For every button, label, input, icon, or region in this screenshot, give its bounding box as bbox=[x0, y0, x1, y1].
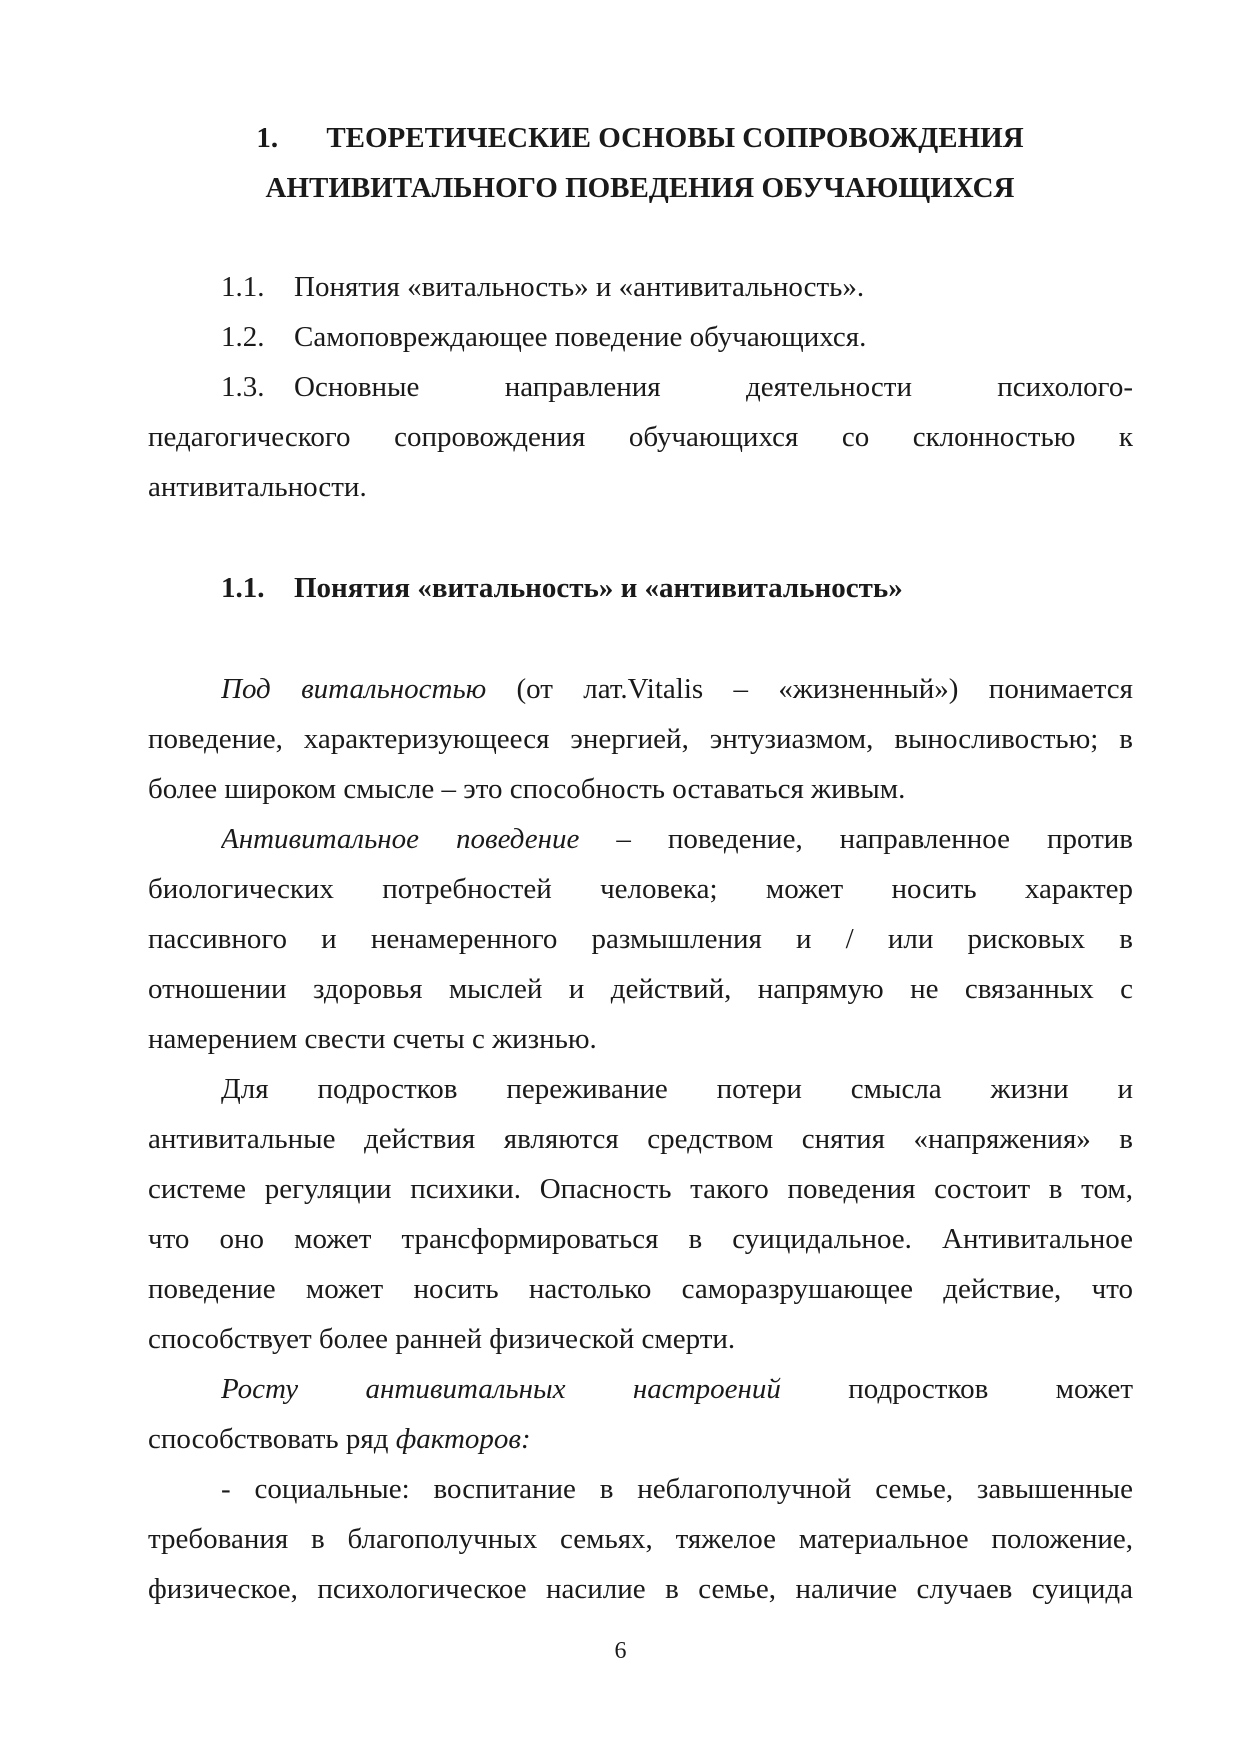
p3-line-5: поведение может носить настолько саморазрушающее действие, что bbox=[148, 1273, 1133, 1305]
p1-line-2: поведение, характеризующееся энергией, энтузиазмом, выносливостью; в bbox=[148, 723, 1133, 755]
toc-item-3-text-1: Основные направления деятельности психолого- bbox=[294, 371, 1133, 403]
toc-item-3-line-3: антивитальности. bbox=[148, 471, 367, 503]
p3-line-6: способствует более ранней физической смерти. bbox=[148, 1323, 736, 1355]
page-number: 6 bbox=[614, 1638, 627, 1664]
p2-line-1-rest: – поведение, направленное против bbox=[616, 823, 1133, 855]
p1-line-1 bbox=[221, 664, 1133, 714]
p3-line-3: системе регуляции психики. Опасность такого поведения состоит в том, bbox=[148, 1173, 1133, 1205]
p5-line-2: требования в благополучных семьях, тяжелое материальное положение, bbox=[148, 1523, 1133, 1555]
p2-line-5: намерением свести счеты с жизнью. bbox=[148, 1023, 597, 1055]
p1-line-3: более широком смысле – это способность оставаться живым. bbox=[148, 773, 906, 805]
toc-item-3-line-2: педагогического сопровождения обучающихся со склонностью к bbox=[148, 421, 1133, 453]
section-title-text: Понятия «витальность» и «антивитальность» bbox=[294, 572, 903, 604]
p2-line-3: пассивного и ненамеренного размышления и / или рисковых в bbox=[148, 923, 1133, 955]
section-number: 1.1. bbox=[221, 572, 265, 604]
chapter-number: 1. bbox=[256, 122, 279, 154]
chapter-title-line-2 bbox=[130, 163, 1150, 213]
toc-item-2-text: Самоповреждающее поведение обучающихся. bbox=[294, 321, 867, 353]
p1-line-1-rest: (от лат.Vitalis – «жизненный») понимается bbox=[516, 673, 1133, 705]
p5-line-1: - социальные: воспитание в неблагополучной семье, завышенные bbox=[221, 1473, 1133, 1505]
p3-line-4: что оно может трансформироваться в суицидальное. Антивитальное bbox=[148, 1223, 1133, 1255]
p4-line-2 bbox=[148, 1414, 531, 1464]
toc-item-1-text: Понятия «витальность» и «антивитальность». bbox=[294, 271, 865, 303]
p4-line-2-italic: факторов: bbox=[395, 1423, 531, 1455]
p1-italic-term: Под витальностью bbox=[221, 673, 487, 705]
p3-line-2: антивитальные действия являются средством снятия «напряжения» в bbox=[148, 1123, 1133, 1155]
p5-line-3: физическое, психологическое насилие в семье, наличие случаев суицида bbox=[148, 1573, 1133, 1605]
toc-item-2-number: 1.2. bbox=[221, 321, 265, 353]
p2-line-2: биологических потребностей человека; может носить характер bbox=[148, 873, 1133, 905]
chapter-title-text-2: АНТИВИТАЛЬНОГО ПОВЕДЕНИЯ ОБУЧАЮЩИХСЯ bbox=[265, 172, 1015, 204]
p4-line-1-rest: подростков может bbox=[848, 1373, 1133, 1405]
p4-line-1 bbox=[221, 1364, 1133, 1414]
p4-line-2-plain: способствовать ряд bbox=[148, 1423, 389, 1455]
p2-line-1 bbox=[221, 814, 1133, 864]
toc-item-3-line-1 bbox=[221, 362, 1133, 412]
toc-item-1-number: 1.1. bbox=[221, 271, 265, 303]
section-heading bbox=[221, 563, 903, 613]
p4-italic-term: Росту антивитальных настроений bbox=[221, 1373, 781, 1405]
p2-italic-term: Антивитальное поведение bbox=[221, 823, 580, 855]
p2-line-4: отношении здоровья мыслей и действий, напрямую не связанных с bbox=[148, 973, 1133, 1005]
toc-item-2 bbox=[221, 312, 866, 362]
toc-item-1 bbox=[221, 262, 864, 312]
chapter-title-line-1 bbox=[130, 113, 1150, 163]
chapter-title-text-1: ТЕОРЕТИЧЕСКИЕ ОСНОВЫ СОПРОВОЖДЕНИЯ bbox=[326, 122, 1024, 154]
p3-line-1: Для подростков переживание потери смысла жизни и bbox=[221, 1073, 1133, 1105]
toc-item-3-number: 1.3. bbox=[221, 371, 265, 403]
